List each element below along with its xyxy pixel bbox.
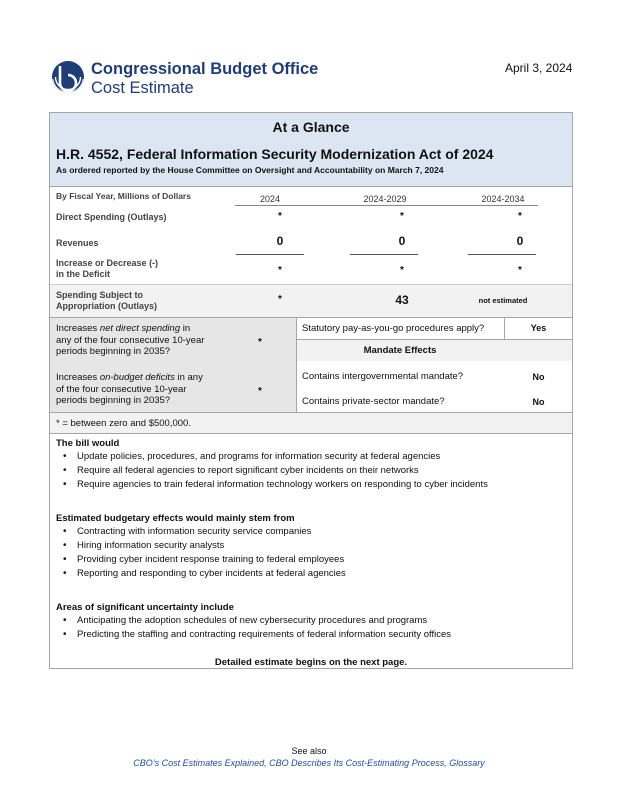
unit-label: By Fiscal Year, Millions of Dollars (56, 191, 191, 201)
bill-title: H.R. 4552, Federal Information Security Modernization Act of 2024 (56, 146, 494, 162)
obd-pre: Increases (56, 372, 100, 383)
paygo-question: Statutory pay-as-you-go procedures apply? (302, 323, 485, 334)
bullet-list (56, 525, 568, 581)
nds-emphasis: net direct spending (99, 323, 181, 334)
cbo-logo-icon (51, 60, 85, 94)
obd-line3: periods beginning in 2035? (56, 395, 171, 406)
deficit-2024-2034: * (518, 265, 522, 276)
obd-emphasis: on-budget deficits (99, 372, 175, 383)
divider-horizontal (296, 339, 572, 340)
detail-note: Detailed estimate begins on the next page. (214, 657, 408, 668)
bullet-list (56, 614, 568, 642)
on-budget-deficits-question (56, 372, 246, 407)
nds-line3: periods beginning in 2035? (56, 346, 171, 357)
section-bill-would (56, 438, 568, 492)
org-name: Congressional Budget Office (91, 60, 319, 78)
list-item: • Providing cyber incident response training to federal employees (56, 553, 568, 567)
paygo-value: Yes (530, 323, 547, 333)
document-date: April 3, 2024 (505, 61, 573, 75)
nds-line2: any of the four consecutive 10-year (56, 334, 205, 346)
private-sector-mandate-question: Contains private-sector mandate? (302, 396, 445, 407)
deficit-2024-2029: * (400, 265, 404, 276)
direct-spending-2024-2029: * (400, 211, 404, 222)
footnote-row (50, 412, 572, 434)
link-separator: , (444, 758, 450, 768)
list-item: • Predicting the staffing and contracting requirements of federal information security offices (56, 628, 568, 642)
revenues-2024: 0 (276, 234, 284, 248)
approp-label-line1: Spending Subject to (56, 290, 143, 300)
revenues-2024-2029: 0 (398, 234, 406, 248)
col-header-2024-2029: 2024-2029 (363, 194, 407, 204)
glance-header (50, 113, 572, 187)
obd-line1 (56, 372, 246, 384)
list-item: • Update policies, procedures, and programs for information security at federal agencies (56, 450, 568, 464)
link-separator: , (264, 758, 270, 768)
section-budgetary-effects (56, 513, 568, 581)
bullet-list (56, 450, 568, 492)
list-item: • Require agencies to train federal information technology workers on responding to cyber incidents (56, 478, 568, 492)
link-glossary[interactable]: Glossary (449, 758, 485, 768)
direct-spending-2024-2034: * (518, 211, 522, 222)
deficit-2024: * (278, 265, 282, 276)
doc-type: Cost Estimate (91, 79, 194, 97)
link-cost-estimates-explained[interactable]: CBO’s Cost Estimates Explained (133, 758, 265, 768)
list-item: • Require all federal agencies to report significant cyber incidents on their networks (56, 464, 568, 478)
on-budget-deficits-value: * (258, 386, 262, 397)
footnote-text: * = between zero and $500,000. (56, 418, 191, 429)
approp-2024: * (278, 294, 282, 305)
revenues-rule-2 (350, 254, 418, 255)
list-item: • Hiring information security analysts (56, 539, 568, 553)
glance-title: At a Glance (272, 119, 350, 135)
obd-line2: of the four consecutive 10-year (56, 383, 187, 395)
direct-spending-2024: * (278, 211, 282, 222)
private-sector-mandate-value: No (532, 397, 545, 407)
col-header-2024: 2024 (259, 194, 281, 204)
intergovernmental-mandate-value: No (532, 372, 545, 382)
nds-pre: Increases (56, 323, 100, 334)
deficit-label-line1: Increase or Decrease (-) (56, 258, 159, 268)
intergovernmental-mandate-question: Contains intergovernmental mandate? (302, 371, 464, 382)
row-label-direct-spending: Direct Spending (Outlays) (56, 212, 167, 222)
list-item: • Contracting with information security service companies (56, 525, 568, 539)
approp-label-line2: Appropriation (Outlays) (56, 301, 157, 311)
link-cost-estimating-process[interactable]: CBO Describes Its Cost-Estimating Process (269, 758, 445, 768)
row-label-appropriation (56, 290, 157, 312)
nds-post: in (180, 323, 191, 334)
effects-area (50, 317, 572, 412)
list-item: • Anticipating the adoption schedules of new cybersecurity procedures and programs (56, 614, 568, 628)
nds-line1 (56, 323, 236, 335)
revenues-rule-1 (236, 254, 304, 255)
divider-vertical (296, 318, 297, 413)
header-rule (235, 205, 538, 206)
net-direct-spending-value: * (258, 337, 262, 348)
col-header-2024-2034: 2024-2034 (481, 194, 525, 204)
mandate-effects-title: Mandate Effects (363, 345, 437, 356)
row-label-revenues: Revenues (56, 238, 99, 248)
bill-subtitle: As ordered reported by the House Committee on Oversight and Accountability on March 7, 2024 (56, 165, 444, 175)
list-item: • Reporting and responding to cyber incidents at federal agencies (56, 567, 568, 581)
see-also-links (0, 758, 618, 768)
see-also-label: See also (291, 746, 327, 756)
obd-post: in any (174, 372, 203, 383)
section-uncertainty (56, 602, 568, 642)
row-label-deficit (56, 258, 158, 280)
approp-2024-2029: 43 (395, 293, 409, 307)
section-heading: Areas of significant uncertainty include (56, 602, 234, 613)
section-heading: The bill would (56, 438, 120, 449)
at-a-glance-box (49, 112, 573, 669)
approp-2024-2034: not estimated (478, 296, 528, 305)
revenues-rule-3 (468, 254, 536, 255)
revenues-2024-2034: 0 (516, 234, 524, 248)
appropriation-row (50, 284, 572, 317)
deficit-label-line2: in the Deficit (56, 269, 111, 279)
net-direct-spending-question (56, 323, 236, 358)
section-heading: Estimated budgetary effects would mainly stem from (56, 513, 295, 524)
